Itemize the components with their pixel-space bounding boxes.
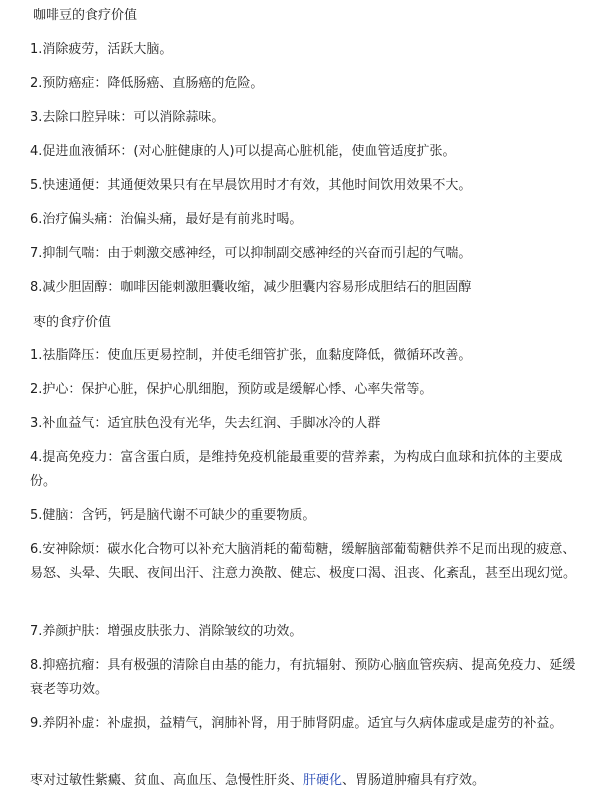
coffee-item-2: 2.预防癌症：降低肠癌、直肠癌的危险。	[30, 76, 264, 91]
jujube-item-6: 6.安神除烦：碳水化合物可以补充大脑消耗的葡萄糖，缓解脑部葡萄糖供养不足而出现的疲意、易怒、头晕、失眠、夜间出汗、注意力涣散、健忘、极度口渴、沮丧、化紊乱，甚至出现幻觉。	[30, 542, 577, 581]
jujube-item-7: 7.养颜护肤：增强皮肤张力、消除皱纹的功效。	[30, 624, 303, 639]
jujube-item-4: 4.提高免疫力：富含蛋白质，是维持免疫机能最重要的营养素，为构成白血球和抗体的主要成份。	[30, 450, 563, 489]
cirrhosis-link[interactable]: 肝硬化	[303, 773, 343, 788]
coffee-item-8: 8.减少胆固醇：咖啡因能刺激胆囊收缩，减少胆囊内容易形成胆结石的胆固醇	[30, 280, 472, 295]
coffee-item-3: 3.去除口腔异味：可以消除蒜味。	[30, 110, 225, 125]
closing-text-after: 、胃肠道肿瘤具有疗效。	[342, 773, 486, 788]
coffee-item-7: 7.抑制气喘：由于刺激交感神经，可以抑制副交感神经的兴奋而引起的气喘。	[30, 246, 472, 261]
closing-paragraph	[30, 770, 585, 792]
coffee-item-6: 6.治疗偏头痛：治偏头痛，最好是有前兆时喝。	[30, 212, 303, 227]
jujube-item-1: 1.祛脂降压：使血压更易控制，并使毛细管扩张，血黏度降低，微循环改善。	[30, 348, 472, 363]
jujube-item-9: 9.养阴补虚：补虚损，益精气，润肺补肾，用于肺肾阴虚。适宜与久病体虚或是虚劳的补益。	[30, 716, 563, 731]
jujube-item-8: 8.抑癌抗瘤：具有极强的清除自由基的能力，有抗辐射、预防心脑血管疾病、提高免疫力、延缓衰老等功效。	[30, 658, 576, 697]
jujube-heading: 枣的食疗价值	[33, 315, 112, 330]
jujube-item-2: 2.护心：保护心脏，保护心肌细胞，预防或是缓解心悸、心率失常等。	[30, 382, 433, 397]
jujube-item-3: 3.补血益气：适宜肤色没有光华，失去红润、手脚冰冷的人群	[30, 416, 381, 431]
closing-text-before: 枣对过敏性紫癜、贫血、高血压、急慢性肝炎、	[30, 773, 304, 788]
coffee-item-5: 5.快速通便：其通便效果只有在早晨饮用时才有效，其他时间饮用效果不大。	[30, 178, 472, 193]
jujube-item-5: 5.健脑：含钙，钙是脑代谢不可缺少的重要物质。	[30, 508, 316, 523]
coffee-item-1: 1.消除疲劳，活跃大脑。	[30, 42, 173, 57]
coffee-item-4: 4.促进血液循环：(对心脏健康的人)可以提高心脏机能，使血管适度扩张。	[30, 144, 456, 159]
coffee-heading: 咖啡豆的食疗价值	[33, 8, 138, 23]
